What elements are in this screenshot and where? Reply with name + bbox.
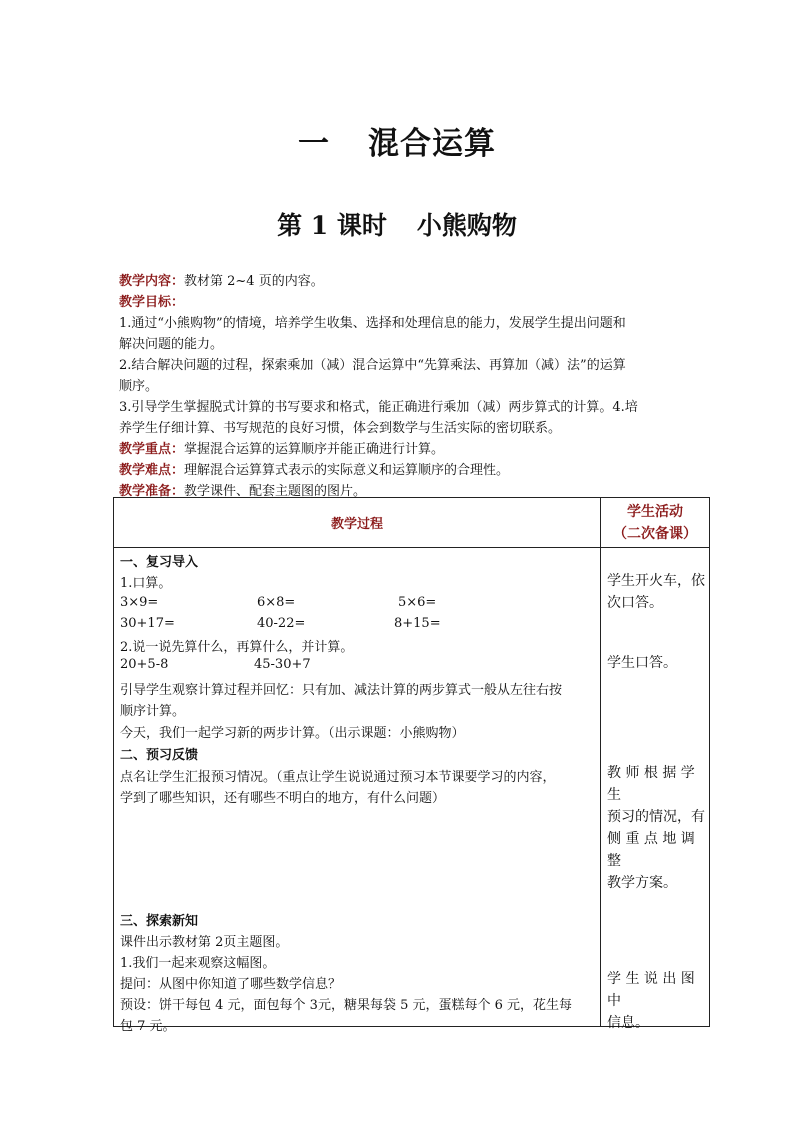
say-first-label: 2.说一说先算什么，再算什么，并计算。 bbox=[120, 640, 354, 655]
difficulties-text: 理解混合运算算式表示的实际意义和运算顺序的合理性。 bbox=[184, 463, 510, 478]
lesson-table bbox=[113, 497, 710, 1034]
section-preview-title: 二、预习反馈 bbox=[120, 748, 199, 763]
lesson-period: 第 1 课时 bbox=[277, 211, 387, 240]
goal-line: 顺序。 bbox=[119, 379, 159, 394]
activity-header-line2: （二次备课） bbox=[613, 525, 697, 542]
goals-label: 教学目标： bbox=[119, 295, 185, 310]
activity-cell bbox=[601, 548, 710, 1031]
section-review-title: 一、复习导入 bbox=[120, 555, 199, 570]
activity-line: 学 生 说 出 图 中 bbox=[607, 971, 695, 1009]
chapter-number: 一 bbox=[298, 126, 330, 162]
content-text: 教材第 2~4 页的内容。 bbox=[184, 274, 324, 289]
recall-line: 顺序计算。 bbox=[120, 704, 186, 719]
goal-line: 1.通过“小熊购物”的情境，培养学生收集、选择和处理信息的能力，发展学生提出问题和 bbox=[119, 316, 626, 331]
question-line: 提问：从图中你知道了哪些数学信息？ bbox=[120, 977, 342, 992]
calc-item: 3×9= bbox=[120, 595, 159, 610]
lesson-name: 小熊购物 bbox=[416, 211, 517, 240]
oral-calc-label: 1.口算。 bbox=[120, 576, 172, 591]
activity-line: 预习的情况，有 bbox=[607, 809, 705, 825]
info-content bbox=[119, 271, 709, 292]
goal-line: 2.结合解决问题的过程，探索乘加（减）混合运算中“先算乘法、再算加（减）法”的运算 bbox=[119, 358, 626, 373]
info-key-points bbox=[119, 439, 709, 460]
calc-item: 30+17= bbox=[120, 616, 175, 631]
activity-note-3 bbox=[607, 762, 707, 894]
preparation-label: 教学准备： bbox=[119, 484, 185, 499]
calc-item: 45-30+7 bbox=[254, 657, 311, 672]
lesson-heading bbox=[0, 206, 794, 242]
info-difficulties bbox=[119, 460, 709, 481]
lesson-info bbox=[119, 271, 709, 502]
calc-item: 40-22= bbox=[257, 616, 306, 631]
activity-line: 学生开火车，依 bbox=[607, 573, 705, 589]
calc-item: 8+15= bbox=[394, 616, 441, 631]
activity-line: 信息。 bbox=[607, 1015, 649, 1031]
feedback-line: 点名让学生汇报预习情况。（重点让学生说说通过预习本节课要学习的内容， bbox=[120, 770, 556, 785]
process-cell bbox=[114, 548, 601, 1034]
info-goals-label-line bbox=[119, 292, 709, 313]
preparation-text: 教学课件、配套主题图的图片。 bbox=[184, 484, 367, 499]
activity-note-2 bbox=[607, 652, 707, 674]
activity-line: 教学方案。 bbox=[607, 875, 677, 891]
table-header-row bbox=[114, 498, 710, 548]
calc-item: 20+5-8 bbox=[120, 657, 169, 672]
chapter-title: 混合运算 bbox=[368, 126, 496, 162]
activity-line: 侧 重 点 地 调 整 bbox=[607, 831, 695, 869]
key-points-text: 掌握混合运算的运算顺序并能正确进行计算。 bbox=[184, 442, 445, 457]
activity-line: 学生口答。 bbox=[607, 655, 677, 671]
activity-header bbox=[601, 498, 710, 548]
recall-line: 引导学生观察计算过程并回忆：只有加、减法计算的两步算式一般从左往右按 bbox=[120, 683, 563, 698]
activity-note-1 bbox=[607, 570, 707, 614]
preset-line: 包 7 元。 bbox=[120, 1019, 176, 1034]
activity-line: 教 师 根 据 学 生 bbox=[607, 765, 695, 803]
goal-line: 3.引导学生掌握脱式计算的书写要求和格式，能正确进行乘加（减）两步算式的计算。4.培 bbox=[119, 400, 638, 415]
calc-item: 5×6= bbox=[398, 595, 437, 610]
today-line: 今天，我们一起学习新的两步计算。（出示课题：小熊购物） bbox=[120, 726, 465, 741]
feedback-line: 学到了哪些知识，还有哪些不明白的地方，有什么问题） bbox=[120, 791, 446, 806]
activity-header-line1: 学生活动 bbox=[627, 503, 683, 520]
activity-note-4 bbox=[607, 968, 707, 1034]
show-picture-line: 课件出示教材第 2页主题图。 bbox=[120, 935, 289, 950]
goal-line: 养学生仔细计算、书写规范的良好习惯，体会到数学与生活实际的密切联系。 bbox=[119, 421, 562, 436]
section-explore-title: 三、探索新知 bbox=[120, 914, 199, 929]
process-header: 教学过程 bbox=[114, 498, 601, 548]
content-label: 教学内容： bbox=[119, 274, 185, 289]
goal-line: 解决问题的能力。 bbox=[119, 337, 224, 352]
difficulties-label: 教学难点： bbox=[119, 463, 185, 478]
key-points-label: 教学重点： bbox=[119, 442, 185, 457]
table-body-row bbox=[114, 548, 710, 1027]
chapter-heading bbox=[0, 118, 794, 163]
calc-item: 6×8= bbox=[257, 595, 296, 610]
observe-line: 1.我们一起来观察这幅图。 bbox=[120, 956, 276, 971]
activity-line: 次口答。 bbox=[607, 595, 663, 611]
preset-line: 预设：饼干每包 4 元，面包每个 3元，糖果每袋 5 元，蛋糕每个 6 元，花生每 bbox=[120, 998, 573, 1013]
